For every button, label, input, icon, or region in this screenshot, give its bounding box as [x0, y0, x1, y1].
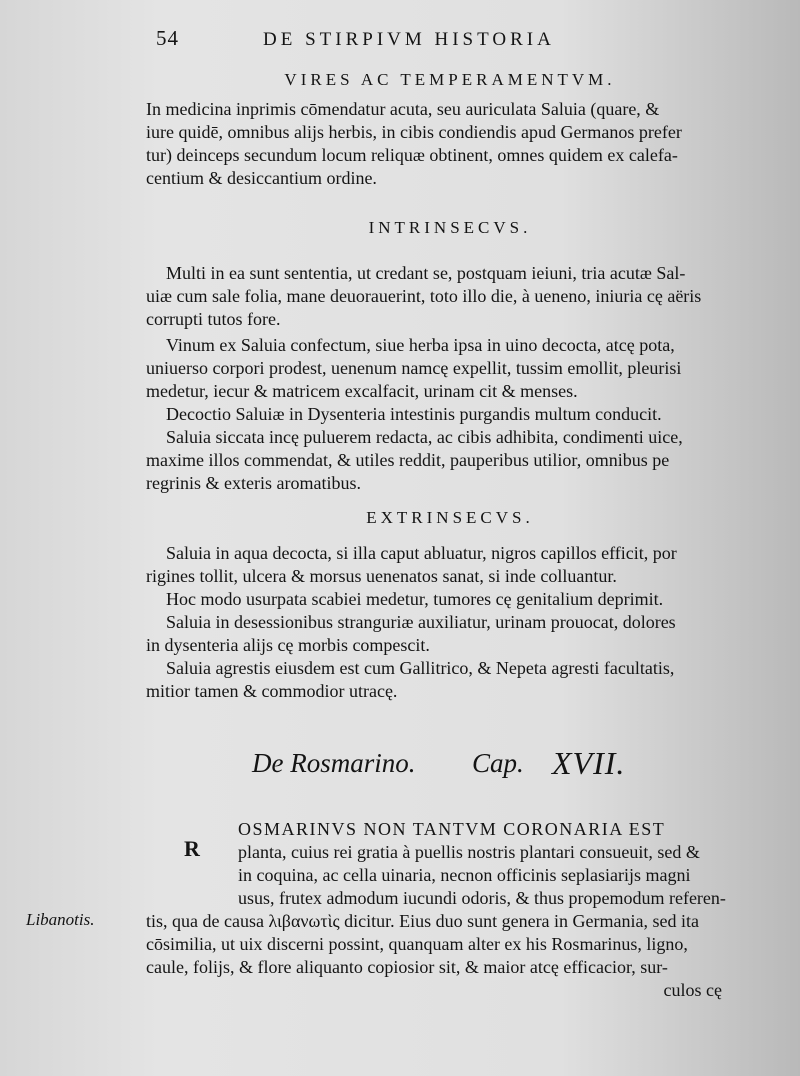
text-line: in coquina, ac cella uinaria, necnon officinis seplasiarijs magni [238, 865, 691, 885]
extrinsecus-paragraph-2 [146, 588, 772, 611]
text-line: In medicina inprimis cōmendatur acuta, seu auriculata Saluia (quare, & [146, 99, 660, 119]
text-line: OSMARINVS NON TANTVM CORONARIA EST [238, 819, 666, 839]
text-line: uniuerso corpori prodest, uenenum namcę expellit, tussim emollit, pleurisi [146, 358, 682, 378]
intrinsecus-paragraph-1 [146, 262, 772, 331]
vires-paragraph [146, 98, 772, 190]
chapter-number: XVII. [552, 745, 626, 781]
text-line: rigines tollit, ulcera & morsus uenenatos sanat, si inde colluantur. [146, 566, 617, 586]
text-line: maxime illos commendat, & utiles reddit, pauperibus utilior, omnibus pe [146, 450, 670, 470]
text-line: caule, folijs, & flore aliquanto copiosior sit, & maior atcę efficacior, sur- [146, 957, 668, 977]
chapter-title: De Rosmarino. [252, 748, 416, 778]
intrinsecus-paragraph-3 [146, 403, 772, 426]
page-header [156, 26, 646, 51]
text-line: mitior tamen & commodior utracę. [146, 681, 398, 701]
rosmarinus-paragraph [146, 818, 772, 1002]
extrinsecus-paragraph-1 [146, 542, 772, 588]
text-line: tis, qua de causa λιβανωτὶς dicitur. Eius duo sunt genera in Germania, sed ita [146, 911, 699, 931]
text-line: Decoctio Saluiæ in Dysenteria intestinis purgandis multum conducit. [166, 404, 662, 424]
text-line: cōsimilia, ut uix discerni possint, quanquam alter ex his Rosmarinus, ligno, [146, 934, 688, 954]
page-number: 54 [156, 26, 179, 50]
text-line: in dysenteria alijs cę morbis compescit. [146, 635, 430, 655]
drop-cap: R [184, 836, 200, 861]
intrinsecus-paragraph-4 [146, 426, 772, 495]
text-line: Hoc modo usurpata scabiei medetur, tumores cę genitalium deprimit. [166, 589, 664, 609]
text-line: Vinum ex Saluia confectum, siue herba ipsa in uino decocta, atcę pota, [166, 335, 675, 355]
section-heading-vires: VIRES AC TEMPERAMENTVM. [284, 70, 616, 89]
text-line: Saluia agrestis eiusdem est cum Gallitrico, & Nepeta agresti facultatis, [166, 658, 675, 678]
text-line: centium & desiccantium ordine. [146, 168, 377, 188]
text-line: Saluia in aqua decocta, si illa caput abluatur, nigros capillos efficit, por [166, 543, 677, 563]
margin-note: Libanotis. [26, 910, 95, 929]
text-line: Saluia in desessionibus stranguriæ auxiliatur, urinam prouocat, dolores [166, 612, 676, 632]
text-line: uiæ cum sale folia, mane deuorauerint, toto illo die, à ueneno, iniuria cę aëris [146, 286, 702, 306]
text-line: corrupti tutos fore. [146, 309, 281, 329]
extrinsecus-paragraph-4 [146, 657, 772, 703]
extrinsecus-paragraph-3 [146, 611, 772, 657]
text-line: iure quidē, omnibus alijs herbis, in cibis condiendis apud Germanos prefer [146, 122, 682, 142]
text-line: Saluia siccata incę puluerem redacta, ac cibis adhibita, condimenti uice, [166, 427, 683, 447]
section-heading-extrinsecus: EXTRINSECVS. [366, 508, 534, 527]
text-line: medetur, iecur & matricem excalfacit, urinam cit & menses. [146, 381, 578, 401]
text-line: culos cę [663, 980, 722, 1000]
running-head: DE STIRPIVM HISTORIA [263, 29, 555, 50]
intrinsecus-paragraph-2 [146, 334, 772, 403]
section-heading-intrinsecus: INTRINSECVS. [368, 218, 532, 237]
text-line: usus, frutex admodum iucundi odoris, & thus propemodum referen- [238, 888, 726, 908]
text-line: Multi in ea sunt sententia, ut credant se, postquam ieiuni, tria acutæ Sal- [166, 263, 686, 283]
chapter-cap-label: Cap. [472, 748, 524, 778]
text-line: tur) deinceps secundum locum reliquæ obtinent, omnes quidem ex calefa- [146, 145, 678, 165]
text-line: planta, cuius rei gratia à puellis nostris plantari consueuit, sed & [238, 842, 700, 862]
text-line: regrinis & exteris aromatibus. [146, 473, 361, 493]
